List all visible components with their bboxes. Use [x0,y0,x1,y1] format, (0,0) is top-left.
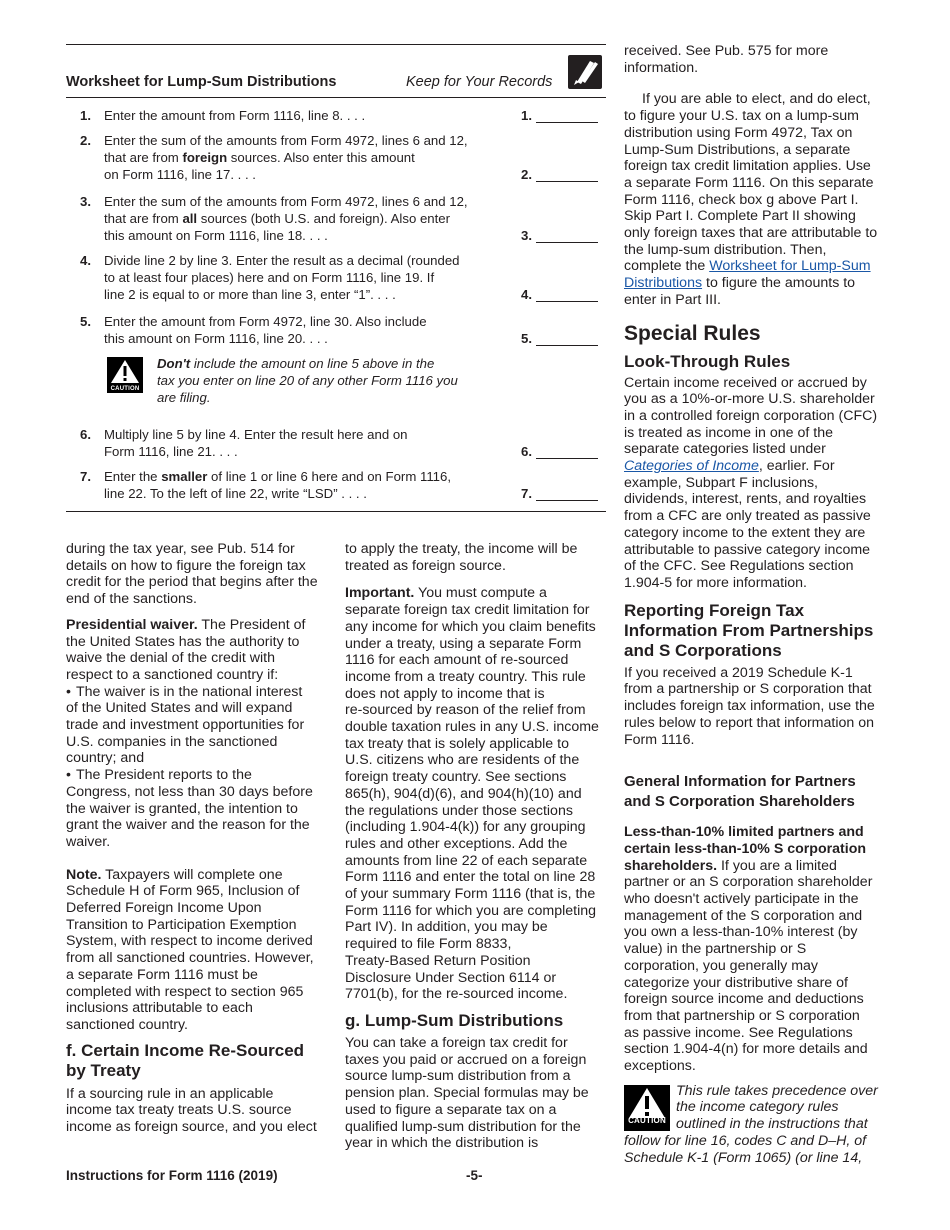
top-rule [66,44,606,45]
worksheet-caution-text [157,355,487,406]
worksheet-line-label: 1. [521,108,532,123]
worksheet-line-text: Enter the amount from Form 1116, line 8. . . . [104,108,366,123]
heading-look-through: Look-Through Rules [624,351,791,371]
paragraph-treaty: If a sourcing rule in an applicable income tax treaty treats U.S. source income as foreign source, and you elect [66,1085,317,1136]
caution-line: tax you enter on line 20 of any other Form 1116 you [157,373,458,388]
paragraph-reporting: If you received a 2019 Schedule K-1 from a partnership or S corporation that includes foreign tax information, use the rules below to report that information on Form 1116. [624,664,875,748]
caution-bold: Don't [157,356,191,371]
paragraph-treaty-cont: to apply the treaty, the income will be treated as foreign source. [345,541,578,574]
worksheet-line-text: Enter the sum of the amounts from Form 4972, lines 6 and 12, that are from all sources (both U.S. and foreign). Also enter this amount on Form 1116, line 18. . . . [104,194,468,243]
caution-label: CAUTION [110,386,140,392]
worksheet-line-label: 2. [521,167,532,182]
worksheet-answer-field[interactable] [536,301,598,302]
spacer [66,1034,328,1041]
paragraph-presidential-waiver: Presidential waiver. The President of the United States has the authority to waive the denial of the credit with respect to a sanctioned country if: [66,616,306,683]
bullet-icon: • [66,767,71,784]
column-left [66,541,328,1136]
worksheet-answer-field[interactable] [536,122,598,123]
worksheet-line-text: Enter the amount from Form 4972, line 30. Also include this amount on Form 1116, line 20. . . . [104,314,427,346]
caution-line: outlined in the instructions that [676,1116,868,1133]
worksheet-answer-field[interactable] [536,458,598,459]
worksheet-line-label: 5. [521,331,532,346]
worksheet-line-text: Multiply line 5 by line 4. Enter the result here and on Form 1116, line 21. . . . [104,427,408,459]
caution-label: CAUTION [628,1116,666,1126]
paragraph-less-than-10: Less-than-10% limited partners and certain less-than-10% S corporation shareholders. If you are a limited partner or an S corporation shareholder who doesn't actively participate in the management of the S corporation and you own a less-than-10% interest (by value) in the partnership or S corporation, you generally may categorize your distributive share of foreign source income and deductions from that partnership or S corporation as passive income. See Regulations section 1.904-4(n) for more details and exceptions. [624,824,873,1075]
paragraph-pub575: received. See Pub. 575 for more information. [624,43,829,76]
bullet-icon: • [66,683,71,700]
paragraph-sanctions-end: during the tax year, see Pub. 514 for details on how to figure the foreign tax credit for the period that begins after the end of the sanctions. [66,541,318,608]
caution-line: This rule takes precedence over [676,1082,878,1099]
spacer [624,76,894,91]
worksheet-line-label: 7. [521,486,532,501]
spacer [624,812,894,824]
worksheet-line-text: Enter the sum of the amounts from Form 4972, lines 6 and 12, that are from foreign sources. Also enter this amount on Form 1116, line 17. . . . [104,133,468,182]
categories-link[interactable]: Categories of Income [624,458,759,475]
spacer [624,592,894,601]
footer-form-title: Instructions for Form 1116 (2019) [66,1168,278,1183]
worksheet-answer-field[interactable] [536,181,598,182]
paragraph-look-through: Certain income received or accrued by you as a 10%-or-more U.S. shareholder in a controlled foreign corporation (CFC) is treated as income in one of the separate categories listed under Categories of Income, earlier. For example, Subpart F inclusions, dividends, interest, rents, and royalties from a CFC are only treated as passive category income to the extent they are attributable to passive category income of the CFC. See Regulations section 1.904-5 for more information. [624,374,878,591]
worksheet-line-number: 3. [80,194,91,209]
worksheet-header-rule [66,97,606,98]
spacer [345,574,610,585]
spacer [66,608,328,617]
paragraph-lump-sum: You can take a foreign tax credit for taxes you paid or accrued on a foreign source lump-sum distribution from a pension plan. Special formulas may be used to figure a separate tax on a qualified lump-sum distribution for the year in which the distribution is [345,1034,589,1152]
heading-g: g. Lump-Sum Distributions [345,1010,564,1030]
caution-note [624,1083,894,1167]
spacer [624,1075,894,1083]
caution-icon [107,357,143,393]
paragraph-elect: If you are able to elect, and do elect, to figure your U.S. tax on a lump-sum distribution using Form 4972, Tax on Lump-Sum Distributions, a separate foreign tax credit limitation applies. Use a separate Form 1116. On this separate Form 1116, check box g above Part I. Skip Part I. Complete Part II showing only foreign taxes that are attributable to the lump-sum distribution. Then, complete the Worksheet for Lump-Sum Distributions to figure the amounts to enter in Part III. [624,91,878,308]
worksheet-line-label: 4. [521,287,532,302]
bullet-item: • The President reports to the Congress, not less than 30 days before the waiver is granted, the intention to grant the waiver and the reason for the waiver. [66,767,313,850]
worksheet-title: Worksheet for Lump-Sum Distributions [66,74,337,90]
worksheet-line-text: Divide line 2 by line 3. Enter the result as a decimal (rounded to at least four places) here and on Form 1116, line 19. If line 2 is equal to or more than line 3, enter “1”. . . . [104,253,460,302]
worksheet-line-number: 1. [80,108,91,123]
worksheet-line-label: 6. [521,444,532,459]
spacer [624,748,894,772]
caution-line: the income category rules [676,1099,839,1116]
heading-general-info: General Information for Partners and S Corporation Shareholders [624,773,856,811]
worksheet-line-number: 4. [80,253,91,268]
column-middle [345,541,610,1152]
paragraph-note: Note. Taxpayers will complete one Schedule H of Form 965, Inclusion of Deferred Foreign Income Upon Transition to Participation Exemption System, with respect to income derived from all sanctioned countries. However, a separate Form 1116 must be completed with respect to section 965 inclusions attributable to each sanctioned country. [66,866,314,1033]
caution-text: This rule takes precedence over the income category rules outlined in the instructions that follow for line 16, codes C and D–H, of Schedule K-1 (Form 1065) (or line 14, [624,1082,878,1166]
keep-for-records-label: Keep for Your Records [406,74,553,90]
bullet-item: • The waiver is in the national interest of the United States and will expand trade and investment opportunities for U.S. companies in the sanctioned country; and [66,683,305,767]
heading-reporting: Reporting Foreign Tax Information From Partnerships and S Corporations [624,600,874,660]
worksheet-line-number: 5. [80,314,91,329]
column-right [624,43,894,1166]
spacer [345,1003,610,1011]
pencil-icon [568,55,602,89]
worksheet-link[interactable]: Worksheet for Lump-Sum Distributions [624,258,871,292]
worksheet-answer-field[interactable] [536,345,598,346]
caution-icon [624,1085,670,1131]
caution-line: are filing. [157,390,211,405]
caution-line: include the amount on line 5 above in the [190,356,435,371]
worksheet-line-label: 3. [521,228,532,243]
heading-special-rules: Special Rules [624,321,761,345]
spacer [624,309,894,322]
worksheet-line-number: 2. [80,133,91,148]
worksheet-line-number: 6. [80,427,91,442]
spacer [66,851,328,867]
worksheet-line-number: 7. [80,469,91,484]
page-number: -5- [466,1168,483,1183]
worksheet-bottom-rule [66,511,606,512]
heading-f: f. Certain Income Re-Sourced by Treaty [66,1040,305,1080]
worksheet-answer-field[interactable] [536,500,598,501]
worksheet-line-text: Enter the smaller of line 1 or line 6 here and on Form 1116, line 22. To the left of line 22, write “LSD” . . . . [104,469,452,501]
worksheet-answer-field[interactable] [536,242,598,243]
paragraph-important: Important. You must compute a separate foreign tax credit limitation for any income for which you claim benefits under a treaty, using a separate Form 1116 for each amount of re-sourced income from a treaty country. This rule does not apply to income that is re-sourced by reason of the relief from double taxation rules in any U.S. income tax treaty that is solely applicable to U.S. citizens who are residents of the foreign treaty country. See sections 865(h), 904(d)(6), and 904(h)(10) and the regulations under those sections (including 1.904-4(k)) for any grouping rules and other exceptions. Add the amounts from line 22 of each separate Form 1116 and enter the total on line 28 of your summary Form 1116 (that is, the Form 1116 for which you are completing Part IV). In addition, you may be required to file Form 8833, Treaty-Based Return Position Disclosure Under Section 6114 or 7701(b), for the re-sourced income. [345,585,599,1003]
